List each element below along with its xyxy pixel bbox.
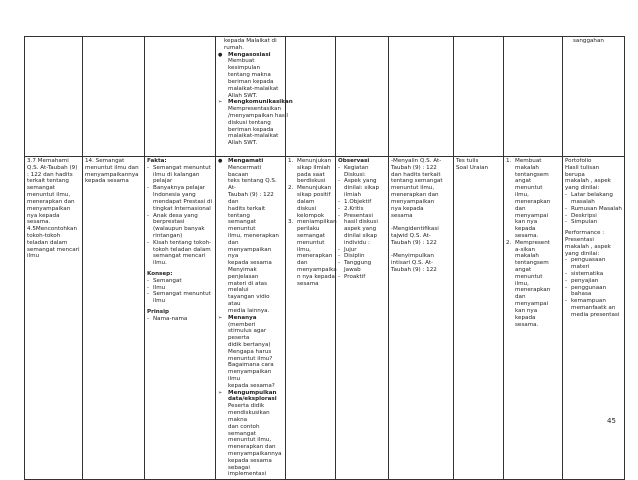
activity-step-line: tentang makna — [228, 72, 271, 79]
tes-line: tajwid Q.S. At- — [391, 232, 431, 239]
bentuk-line: Tes tulis — [456, 158, 479, 164]
nilai-list — [288, 158, 337, 287]
portofolio-perf-line: makalah , aspek — [565, 243, 611, 250]
table-row-37 — [25, 157, 625, 480]
tes-line: dan hadits terkait — [391, 171, 441, 178]
instrumen-item-line: kepada — [515, 314, 536, 321]
kd-text — [27, 158, 80, 260]
instrumen-list — [506, 158, 560, 328]
portofolio-perf — [565, 230, 622, 257]
indicator-text — [85, 158, 142, 185]
instrumen-item-line: tentangsem — [515, 171, 549, 178]
instrumen-item-line: ilmu, — [515, 280, 529, 287]
kd-line: sesama. — [27, 219, 51, 226]
instrumen-item-line: makalah — [515, 164, 539, 171]
activity-step — [218, 99, 293, 147]
kegiatan-step-title — [228, 158, 283, 165]
observasi-item: - 2.Kritis — [338, 206, 386, 213]
fakta-item: - Banyaknya pelajar Indonesia yang mendapat Prestasi di tingkat Internasional — [147, 185, 213, 212]
nilai-item-line: semangat — [297, 232, 325, 239]
kd-line: nya kepada — [27, 212, 60, 219]
page-number: 45 — [607, 417, 616, 425]
kegiatan-step-body — [228, 390, 283, 479]
portofolio-perf-line: Performance : — [565, 230, 605, 237]
fakta-item: - Anak desa yang berprestasi (walaupun banyak rintangan) — [147, 213, 213, 240]
kegiatan-step — [218, 390, 283, 479]
bullet-icon: ➢ — [218, 314, 223, 321]
nilai-item-line: sikap ilmiah — [297, 164, 331, 171]
nilai-item-line: kelompok — [297, 212, 325, 219]
nilai-item-line: dalam diskusi — [297, 198, 317, 212]
kegiatan-step-line: sebagai implementasi — [228, 464, 267, 478]
bentuk-line: Soal Uraian — [456, 164, 489, 171]
instrumen-item-line: menerapkan — [515, 287, 551, 294]
nilai-item-body — [297, 158, 331, 185]
activity-step-title-text: Mengasosiasi — [228, 51, 271, 58]
nilai-item-line: menyampaika — [297, 267, 337, 273]
nilai-item-line: berdiskusi — [297, 178, 326, 185]
observasi-item: - Aspek yang dinilai: sikap ilmiah — [338, 178, 386, 198]
kegiatan-step-line: dan contoh semangat — [228, 423, 260, 437]
konsep-list — [147, 278, 213, 305]
nilai-item-line: sikap positif — [297, 192, 331, 199]
prinsip-list — [147, 316, 213, 323]
kegiatan-step-line: Mengapa harus — [228, 348, 272, 355]
instrumen-item-line: menuntut — [515, 273, 543, 280]
activity-step-title — [228, 99, 293, 106]
portofolio-lines — [565, 158, 622, 192]
kegiatan-step-line: menerapkan dan — [228, 444, 276, 451]
kegiatan-step-line: hadits terkait tentang — [228, 205, 266, 219]
prinsip-item: - Nama-nama — [147, 316, 213, 323]
bentuk-cell — [454, 157, 504, 480]
activity-step-line: Mempresentasikan — [228, 106, 281, 113]
tes-line: Taubah (9) : 122 — [391, 267, 437, 273]
indicator-line: 14. Semangat — [85, 158, 125, 164]
kegiatan-step — [218, 158, 283, 315]
observasi-title: Observasi — [338, 158, 370, 164]
nilai-item-line: dan — [297, 260, 308, 267]
kegiatan-step-body — [228, 158, 283, 315]
kegiatan-step-line: kepada sesama — [228, 457, 272, 464]
learning-tail — [218, 38, 283, 52]
bullet-icon: ➢ — [218, 99, 223, 106]
kd-line: terkait tentang — [27, 178, 69, 185]
kd-line: 3.7 Memahami — [27, 158, 69, 164]
kd-line: menyampaikan — [27, 205, 71, 212]
portofolio-line: Portofolio — [565, 158, 592, 164]
portofolio-item: - sistematika — [565, 271, 622, 278]
indicator-line: kepada sesama — [85, 178, 129, 185]
bullet-icon: ➢ — [218, 389, 223, 396]
kegiatan-step-title-text: Menanya — [228, 314, 257, 321]
nilai-item-line: Menunjukan — [297, 158, 332, 164]
kegiatan-step-line: menyampaikan nya — [228, 246, 272, 260]
last-col-cell — [563, 37, 625, 157]
konsep-title: Konsep: — [147, 271, 173, 277]
activity-step-line: malaikat-malaikat — [228, 133, 279, 140]
nilai-cell — [286, 157, 336, 480]
nilai-item-line: pada saat — [297, 171, 325, 178]
activity-step-title-text: Mengkomunikasikan — [228, 99, 293, 106]
kd-line: 4.5Mencontohkan — [27, 226, 78, 233]
portofolio-item: - kemampuan memanfaatk an media presentasi — [565, 298, 622, 318]
nilai-item-line: menuntut — [297, 239, 325, 246]
activity-step-line: malaikat-malaikat — [228, 85, 279, 92]
kegiatan-step-line: materi di atas melalui — [228, 280, 267, 294]
kegiatan-step-line: kepada sesama? — [228, 382, 275, 389]
portofolio-line: yang dinilai: — [565, 185, 600, 192]
activity-step-line: Membuat kesimpulan — [228, 58, 261, 72]
kegiatan-step-title-text: Mengamati — [228, 158, 264, 164]
konsep-item: - Semangat — [147, 278, 213, 285]
instrumen-item-line: Membuat — [515, 158, 542, 164]
kegiatan-step-line: menyampaikannya — [228, 450, 282, 457]
tes-cell — [389, 157, 454, 480]
nilai-item-body — [297, 185, 333, 219]
tes-line: Taubah (9) : 122 — [391, 164, 437, 171]
learning-tail-line: rumah. — [224, 44, 245, 51]
kd-line: semangat mencari — [27, 246, 80, 253]
portofolio-item: - Deskripsi — [565, 213, 622, 220]
kegiatan-step-line: didik bertanya) — [228, 341, 271, 348]
portofolio-items2 — [565, 257, 622, 318]
indicator-line: menyampaikannya — [85, 171, 139, 178]
instrumen-item — [506, 158, 560, 240]
last-col-text: sanggahan — [573, 38, 604, 44]
kegiatan-step-line: Mencermati bacaan — [228, 164, 262, 178]
materi-cell — [145, 157, 216, 480]
kegiatan-step-line: semangat menuntut — [228, 219, 256, 233]
nilai-item-number: 2. — [288, 185, 294, 192]
nilai-item-line: sesama — [297, 280, 319, 287]
kd-cell — [25, 157, 83, 480]
kegiatan-list — [218, 158, 283, 478]
tes-line — [391, 247, 451, 254]
instrumen-item-line: tentangsem — [515, 260, 549, 267]
kegiatan-step-line: Bagaimana cara — [228, 362, 274, 369]
instrumen-item-line: sesama. — [515, 321, 539, 328]
portofolio-item: - penggunaan bahasa — [565, 285, 622, 299]
tes-line: menuntut ilmu, — [391, 185, 435, 192]
nilai-item-body — [297, 219, 337, 287]
fakta-list — [147, 165, 213, 267]
tes-line: -Menyimpulkan — [391, 253, 434, 260]
kegiatan-step-line: tayangan vidio atau — [228, 294, 270, 308]
lesson-plan-table — [24, 36, 625, 480]
indicator-line: menuntut ilmu dan — [85, 164, 139, 171]
nilai-item-line: Menunjukan — [297, 185, 332, 192]
tes-line: menyampaikan — [391, 198, 435, 205]
kegiatan-step-line: menyampaikan ilmu — [228, 369, 272, 382]
instrumen-item-number: 1. — [506, 158, 512, 164]
nilai-item-line: perilaku — [297, 226, 320, 233]
kegiatan-step-title — [228, 390, 283, 397]
tes-line: -Menyalin Q.S. At- — [391, 158, 442, 164]
observasi-item: - Kegiatan Diskusi: — [338, 165, 386, 179]
nilai-item-number: 3. — [288, 219, 294, 226]
nilai-item-line: meniampilkan — [297, 219, 337, 226]
instrumen-item-line: menerapkan — [515, 198, 551, 205]
bullet-icon: ● — [218, 158, 223, 164]
instrumen-item-line: menyampai — [515, 212, 549, 219]
instrumen-item-line: makalah — [515, 253, 539, 260]
observasi-item: - 1.Objektif — [338, 199, 386, 206]
activity-step-title — [228, 52, 283, 59]
kegiatan-step-body — [228, 315, 283, 390]
tes-line: -Mengidentifikasi — [391, 226, 439, 233]
kegiatan-step-title — [228, 315, 283, 329]
kd-line: Q.S. At-Taubah (9) — [27, 164, 78, 171]
kd-line: menerapkan dan — [27, 198, 75, 205]
portofolio-cell — [563, 157, 625, 480]
activity-step-line: Allah SWT. — [228, 92, 258, 99]
kegiatan-step-line: menuntut ilmu, — [228, 437, 272, 444]
nilai-item — [288, 185, 333, 219]
tes-line: nya kepada — [391, 205, 424, 212]
kegiatan-cell — [216, 157, 286, 480]
instrumen-item-line: angat — [515, 178, 532, 185]
tes-line — [391, 219, 451, 226]
kd-line: teladan dalam — [27, 239, 68, 246]
tes-line: sesama — [391, 212, 413, 219]
activity-step-line: beriman kepada — [228, 126, 274, 133]
kegiatan-step-line: stimulus agar peserta — [228, 328, 267, 342]
portofolio-perf-line: yang dinilai: — [565, 250, 600, 257]
prinsip-title: Prinsip — [147, 309, 170, 316]
kegiatan-step-title-suffix: (memberi — [228, 321, 256, 328]
activity-step-body — [228, 52, 283, 100]
learning-activities-cell — [216, 37, 293, 157]
steps-top — [218, 51, 293, 147]
tes-line: Taubah (9) : 122 — [391, 239, 437, 246]
kd-line: semangat — [27, 185, 55, 192]
kegiatan-step-line: Menyimak penjelasan — [228, 267, 259, 280]
portofolio-item: - Latar belakang masalah — [565, 192, 622, 206]
tes-line: tentang semangat — [391, 178, 443, 185]
kd-line: menuntut ilmu, — [27, 192, 71, 199]
konsep-item: - Ilmu — [147, 285, 213, 292]
portofolio-item: - penguasaan materi — [565, 257, 622, 271]
activity-step-line: /menyampaikan hasil — [228, 112, 288, 119]
activity-step-body — [228, 99, 293, 147]
portofolio-line: makalah , aspek — [565, 178, 611, 185]
activity-step-line: diskusi tentang — [228, 119, 271, 126]
instrumen-item-line: menyampai — [515, 301, 549, 308]
kegiatan-step-title-text: Mengumpulkan — [228, 389, 277, 396]
activity-step-line: Allah SWT. — [228, 140, 258, 147]
observasi-item: - Proaktif — [338, 274, 386, 281]
observasi-item: - Presentasi hasil diskusi aspek yang dinilai sikap individu : — [338, 213, 386, 247]
nilai-item-line: menerapkan — [297, 253, 333, 260]
observasi-list — [338, 165, 386, 281]
kd-line: tokoh-tokoh — [27, 232, 61, 239]
bentuk-text — [456, 158, 501, 172]
instrumen-item-body — [515, 158, 550, 240]
instrumen-item-number: 2. — [506, 239, 512, 246]
fakta-item: - Kisah tentang tokoh-tokoh teladan dalam semangat mencari ilmu. — [147, 240, 213, 267]
nilai-item — [288, 158, 333, 185]
kegiatan-step-line: kepada sesama — [228, 260, 272, 267]
kd-line: ilmu — [27, 253, 40, 260]
activity-step — [218, 52, 283, 100]
instrumen-item-line: kepada — [515, 226, 536, 233]
kegiatan-step-line: menuntut ilmu? — [228, 355, 273, 362]
tes-text — [391, 158, 451, 274]
portofolio-line: berupa — [565, 171, 585, 178]
kegiatan-step-line: media lainnya. — [228, 307, 270, 314]
nilai-item — [288, 219, 337, 287]
tes-line: intisari Q.S. At- — [391, 260, 434, 267]
portofolio-items1 — [565, 192, 622, 226]
kd-line: : 122 dan hadits — [27, 171, 73, 178]
instrumen-item-line: sesama. — [515, 232, 539, 239]
indicator-cell — [83, 157, 145, 480]
instrumen-item-line: ilmu, — [515, 192, 529, 199]
portofolio-item: - Simpulan — [565, 219, 622, 226]
observasi-item: - Disiplin — [338, 253, 386, 260]
kegiatan-step-title2: data/eksplorasi — [228, 396, 277, 403]
instrumen-item — [506, 240, 560, 329]
tes-line: menerapkan dan — [391, 192, 439, 199]
activity-step-line: beriman kepada — [228, 78, 274, 85]
instrumen-item-line: Mempresent — [515, 239, 550, 246]
instrumen-item-line: menuntut — [515, 185, 543, 192]
fakta-title: Fakta: — [147, 158, 167, 164]
kegiatan-step-line: teks tentang Q.S. At- — [228, 178, 277, 192]
instrumen-item-line: dan — [515, 205, 526, 212]
instrumen-item-line: angat — [515, 267, 532, 273]
nilai-item-line: n nya kepada — [297, 273, 335, 280]
konsep-item: - Semangat menuntut ilmu — [147, 291, 213, 305]
observasi-item: - Jujur — [338, 247, 386, 254]
observasi-cell — [336, 157, 389, 480]
kegiatan-step-line: Peserta didik — [228, 403, 265, 410]
bullet-icon: ● — [218, 51, 223, 58]
instrumen-item-line: a-sikan — [515, 246, 536, 253]
instrumen-item-line: kan nya — [515, 219, 538, 226]
portofolio-perf-line: Presentasi — [565, 236, 594, 243]
nilai-item-line: ilmu, — [297, 246, 311, 253]
kegiatan-step-line: Taubah (9) : 122 dan — [228, 192, 274, 205]
portofolio-item: - penyajian — [565, 278, 622, 285]
kegiatan-step — [218, 315, 283, 390]
instrumen-cell — [504, 157, 563, 480]
instrumen-item-body — [515, 240, 550, 329]
portofolio-item: - Rumusan Masalah — [565, 206, 622, 213]
portofolio-line: Hasil tulisan — [565, 164, 600, 171]
table-row-top — [25, 37, 625, 157]
instrumen-item-line: dan — [515, 294, 526, 301]
fakta-item: - Semangat menuntut ilmu di kalangan pelajar — [147, 165, 213, 185]
instrumen-item-line: kan nya — [515, 307, 538, 314]
observasi-item: - Tanggung Jawab — [338, 260, 386, 274]
nilai-item-number: 1. — [288, 158, 294, 164]
learning-tail-line: kepada Malaikat di — [224, 38, 277, 44]
kegiatan-step-line: ilmu, menerapkan dan — [228, 232, 279, 246]
kegiatan-step-line: mendiskusikan makna — [228, 410, 270, 423]
